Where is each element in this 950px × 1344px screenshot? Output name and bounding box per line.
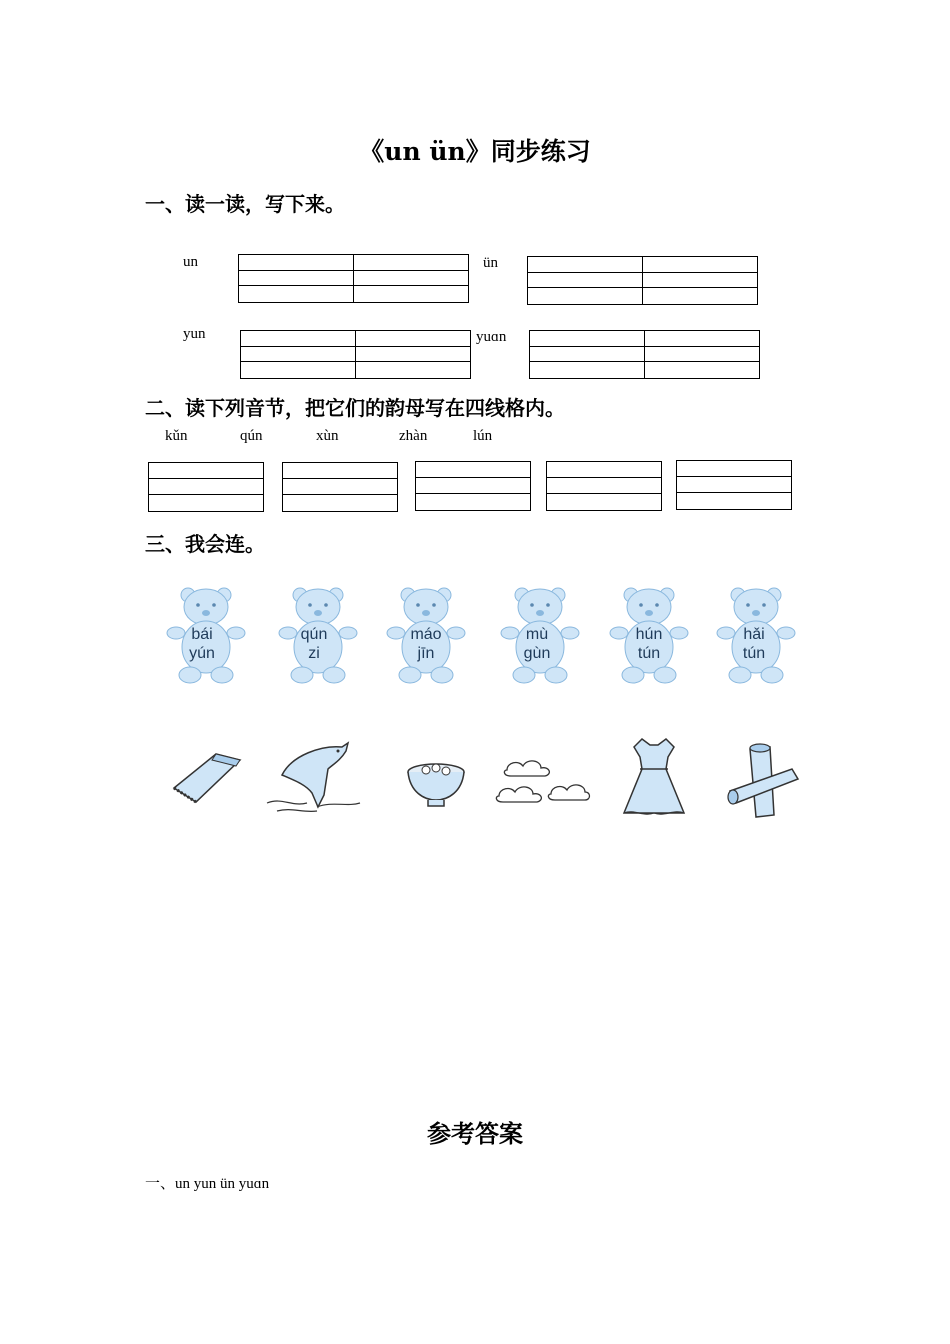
writing-grid-un[interactable] (238, 254, 469, 303)
bear-card-5[interactable] (609, 585, 689, 689)
wood-logs-icon (712, 737, 812, 827)
syllable-xun: xùn (316, 428, 339, 444)
picture-wood[interactable] (712, 737, 812, 831)
picture-towel[interactable] (160, 740, 260, 834)
four-line-grid-4[interactable] (546, 461, 662, 511)
syllable-zhan: zhàn (399, 428, 428, 444)
writing-grid-yuan[interactable] (529, 330, 760, 379)
section2-heading: 二、读下列音节，把它们的韵母写在四线格内。 (145, 396, 565, 420)
bear-pinyin: qún zi (300, 626, 328, 662)
four-line-grid-2[interactable] (282, 462, 398, 512)
bear-pinyin: bái yún (189, 626, 215, 662)
writing-grid-yun[interactable] (240, 330, 471, 379)
label-un-umlaut: ün (483, 255, 498, 271)
four-line-grid-5[interactable] (676, 460, 792, 510)
label-yun: yun (183, 326, 206, 342)
wonton-bowl-icon (390, 740, 490, 830)
picture-bowl[interactable] (390, 740, 490, 834)
answer-line-1: 一、un yun ün yuɑn (145, 1176, 270, 1192)
four-line-grid-3[interactable] (415, 461, 531, 511)
syllable-lun: lún (473, 428, 493, 444)
clouds-icon (493, 740, 593, 830)
label-yuan: yuɑn (476, 329, 507, 345)
bear-pinyin: mù gùn (523, 626, 551, 662)
section1-heading: 一、读一读，写下来。 (145, 192, 345, 216)
syllable-kun: kǔn (165, 428, 188, 444)
section3-heading: 三、我会连。 (145, 532, 265, 556)
bear-card-1[interactable] (166, 585, 246, 689)
bear-pinyin: máo jīn (410, 626, 442, 662)
dress-icon (604, 733, 704, 823)
page-title: 《un ün》同步练习 (359, 137, 591, 166)
writing-grid-un-umlaut[interactable] (527, 256, 758, 305)
label-un: un (183, 254, 198, 270)
bear-pinyin: hǎi tún (742, 626, 766, 662)
four-line-grid-1[interactable] (148, 462, 264, 512)
bear-pinyin: hún tún (635, 626, 663, 662)
dolphin-icon (262, 735, 362, 825)
picture-dress[interactable] (604, 733, 704, 827)
syllable-qun: qún (240, 428, 263, 444)
bear-card-6[interactable] (716, 585, 796, 689)
bear-card-3[interactable] (386, 585, 466, 689)
bear-card-4[interactable] (500, 585, 580, 689)
picture-clouds[interactable] (493, 740, 593, 834)
picture-dolphin[interactable] (262, 735, 362, 829)
answer-heading: 参考答案 (427, 1119, 523, 1148)
bear-card-2[interactable] (278, 585, 358, 689)
towel-icon (160, 740, 260, 830)
